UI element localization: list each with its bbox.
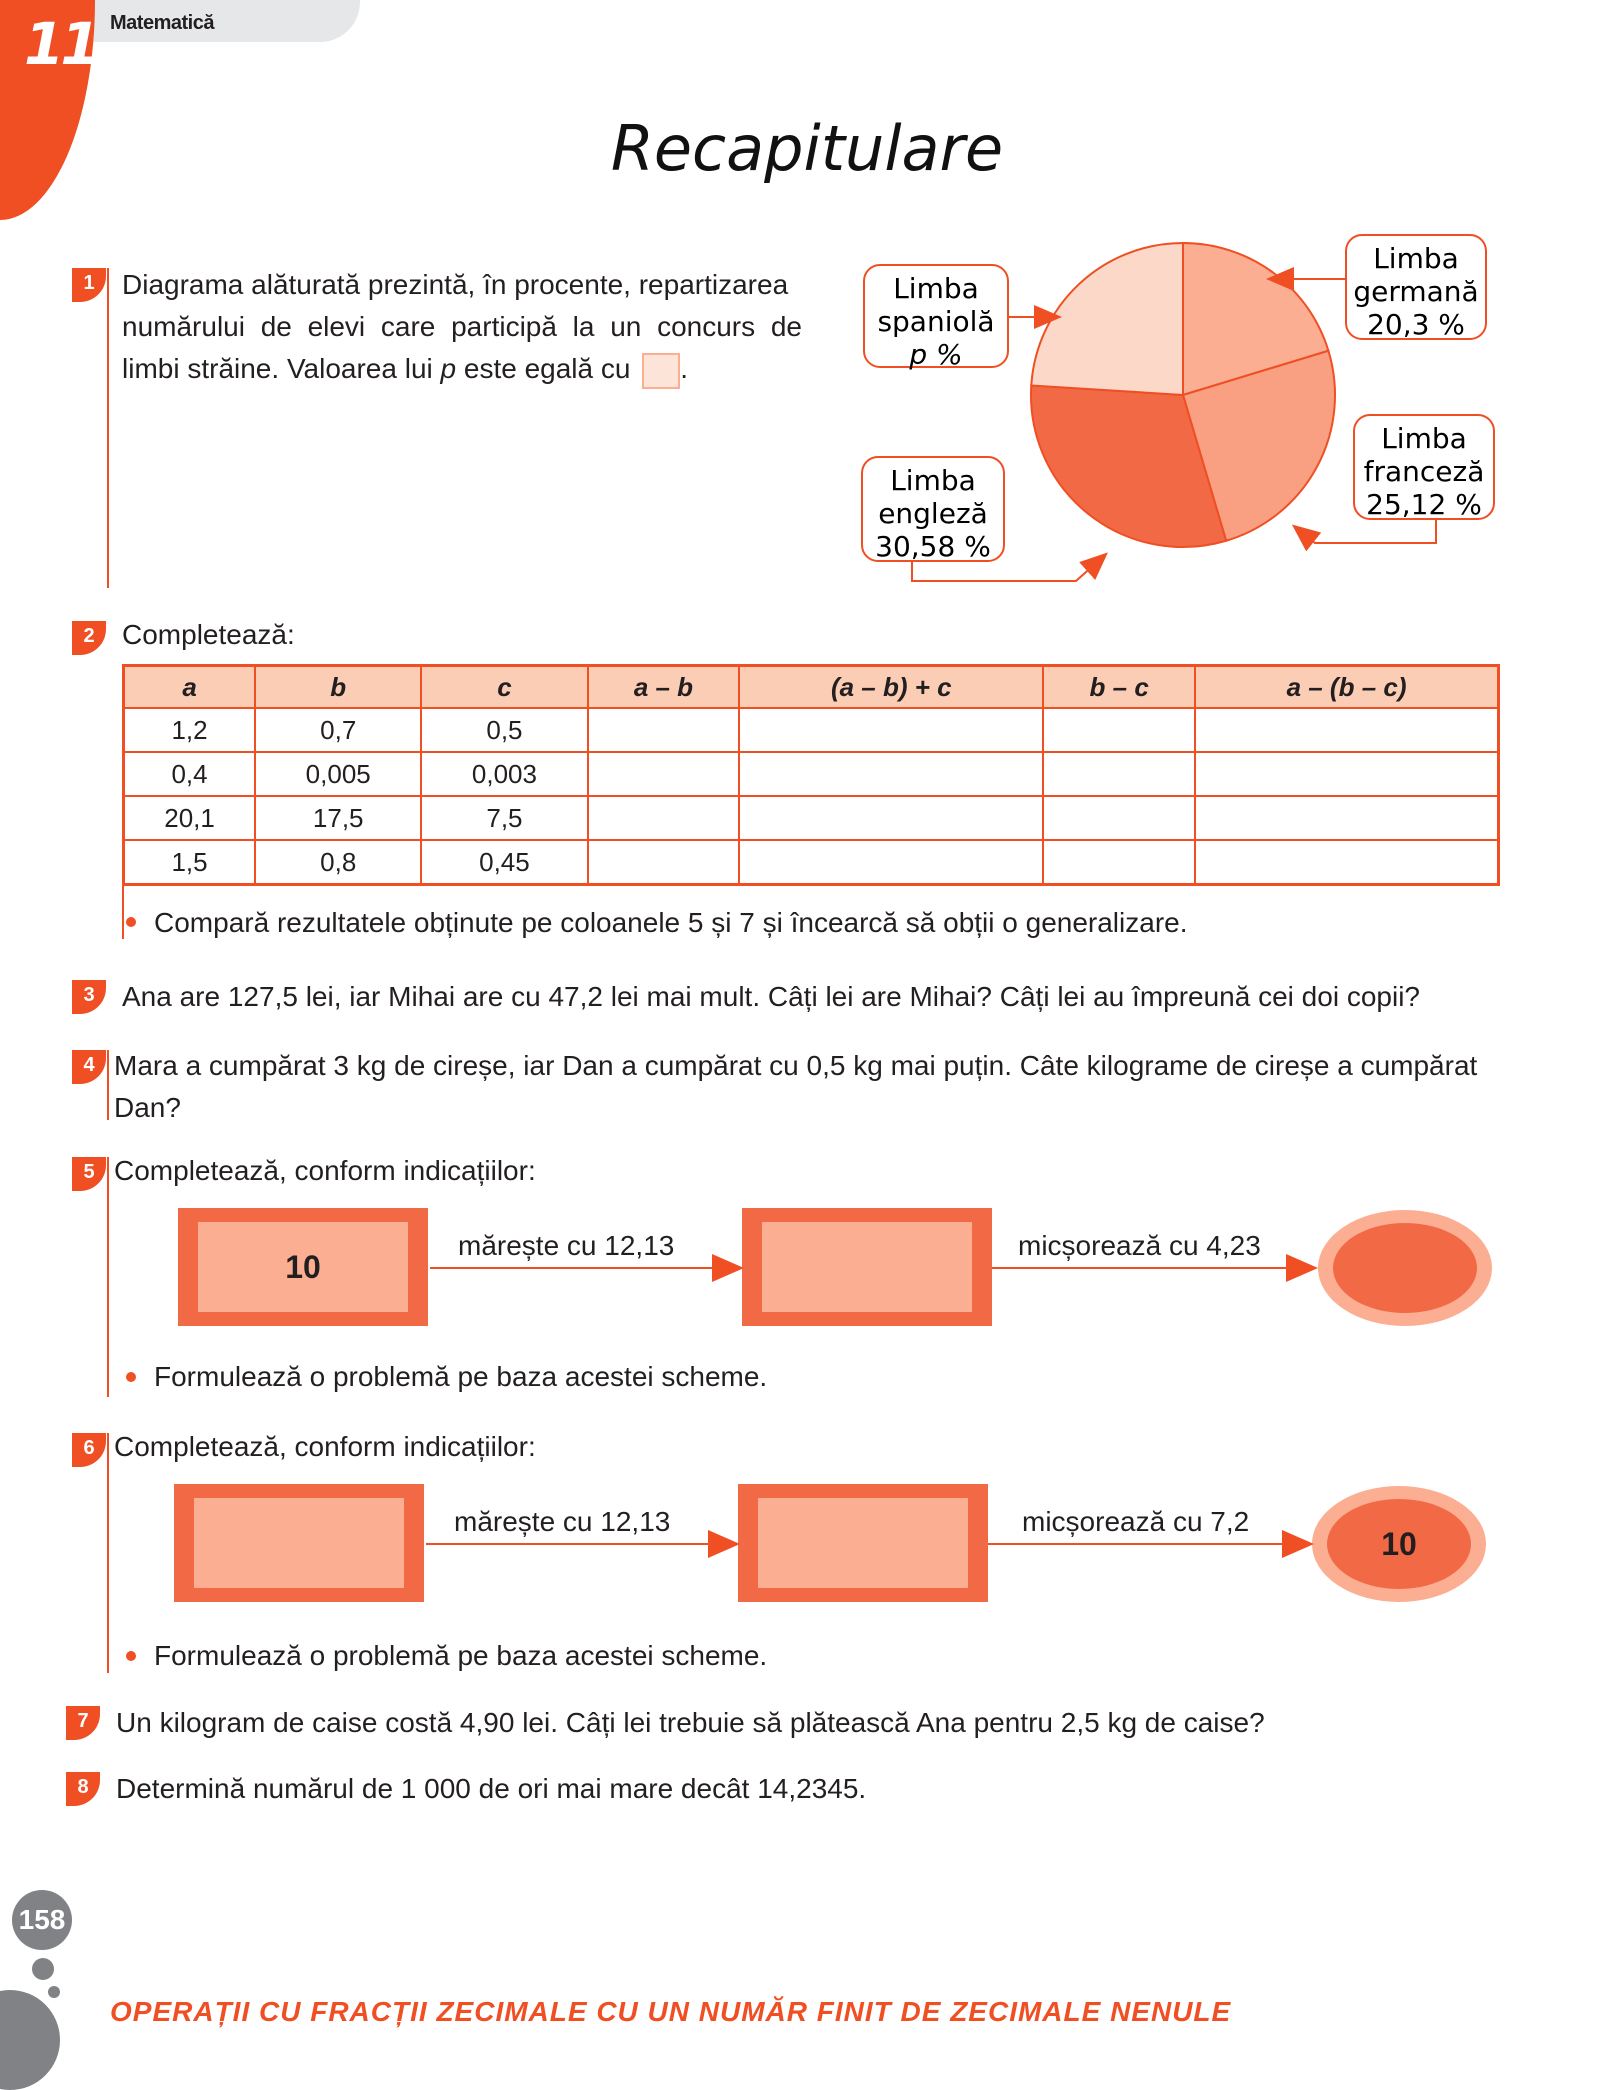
cell: 7,5	[421, 796, 587, 840]
bullet-icon	[126, 1372, 136, 1382]
chapter-footer-title: OPERAȚII CU FRACȚII ZECIMALE CU UN NUMĂR FINIT DE ZECIMALE NENULE	[110, 1996, 1232, 2027]
exercise-rule	[107, 1433, 109, 1673]
scheme-start-value: 10	[198, 1222, 408, 1312]
label-english-2: engleză	[878, 497, 988, 530]
table-row	[124, 840, 1499, 885]
answer-cell[interactable]	[588, 708, 740, 752]
answer-cell[interactable]	[739, 752, 1043, 796]
answer-cell[interactable]	[1043, 708, 1195, 752]
exercise-1-text	[122, 264, 802, 390]
operation-label: micșorează cu 4,23	[1018, 1230, 1261, 1261]
scheme-end-value: 10	[1327, 1499, 1471, 1589]
exercise-3-text: Ana are 127,5 lei, iar Mihai are cu 47,2 lei mai mult. Câți lei are Mihai? Câți lei au împreună cei doi copii?	[122, 981, 1420, 1012]
label-english-1: Limba	[890, 464, 976, 497]
label-spanish-3: p %	[909, 338, 963, 371]
label-spanish-2: spaniolă	[877, 305, 995, 338]
exercise-number: 5	[72, 1157, 106, 1191]
col-header: (a – b) + c	[739, 666, 1043, 709]
exercise-6-title: Completează, conform indicațiilor:	[114, 1431, 536, 1462]
exercise-rule	[107, 268, 109, 588]
answer-cell[interactable]	[739, 796, 1043, 840]
answer-cell[interactable]	[1195, 796, 1498, 840]
table-row	[124, 796, 1499, 840]
exercise-7-text: Un kilogram de caise costă 4,90 lei. Câți lei trebuie să plătească Ana pentru 2,5 kg de caise?	[116, 1707, 1265, 1738]
cell: 17,5	[255, 796, 421, 840]
ex1-line-3-b: este egală cu	[456, 353, 631, 384]
subject-label: Matematică	[110, 12, 214, 34]
pie-slice-4	[1031, 243, 1183, 395]
operation-label: mărește cu 12,13	[454, 1506, 671, 1537]
scheme-answer-slot[interactable]	[1333, 1223, 1477, 1313]
exercise-rule	[107, 1050, 109, 1120]
operation-label: micșorează cu 7,2	[1022, 1506, 1250, 1537]
col-header: a	[124, 666, 256, 709]
exercise-rule	[107, 1157, 109, 1397]
answer-cell[interactable]	[739, 840, 1043, 885]
answer-cell[interactable]	[1043, 840, 1195, 885]
cell: 0,7	[255, 708, 421, 752]
cell: 0,003	[421, 752, 587, 796]
operation-label: mărește cu 12,13	[458, 1230, 675, 1261]
exercise-5-note: Formulează o problemă pe baza acestei scheme.	[154, 1361, 768, 1392]
answer-cell[interactable]	[1195, 708, 1498, 752]
exercise-2-title: Completează:	[122, 619, 295, 650]
cell: 0,4	[124, 752, 256, 796]
decor-dot	[32, 1958, 54, 1980]
label-german-3: 20,3 %	[1367, 308, 1465, 341]
ex1-line-3	[122, 348, 802, 390]
cell: 0,8	[255, 840, 421, 885]
table-header-row	[124, 666, 1499, 709]
scheme-start-box	[174, 1484, 424, 1602]
exercise-number: 1	[72, 268, 106, 302]
bullet-icon	[126, 917, 136, 927]
exercise-number: 3	[72, 980, 106, 1014]
scheme-answer-slot[interactable]	[194, 1498, 404, 1588]
answer-cell[interactable]	[588, 840, 740, 885]
answer-cell[interactable]	[1195, 840, 1498, 885]
decor-dot	[48, 1986, 60, 1998]
label-german-1: Limba	[1373, 242, 1459, 275]
bullet-icon	[126, 1651, 136, 1661]
col-header: a – b	[588, 666, 740, 709]
scheme-result-ellipse	[1312, 1486, 1486, 1602]
operations-table	[122, 664, 1500, 886]
scheme-start-box	[178, 1208, 428, 1326]
answer-cell[interactable]	[1195, 752, 1498, 796]
label-french-3: 25,12 %	[1366, 488, 1482, 521]
page-title: Recapitulare	[610, 112, 1004, 185]
page-number: 158	[12, 1890, 72, 1950]
col-header: c	[421, 666, 587, 709]
cell: 1,2	[124, 708, 256, 752]
exercise-6-note: Formulează o problemă pe baza acestei scheme.	[154, 1640, 768, 1671]
col-header: b	[255, 666, 421, 709]
pie-chart	[850, 225, 1510, 595]
ex1-line-2: numărului de elevi care participă la un concurs de	[122, 311, 802, 342]
answer-cell[interactable]	[588, 796, 740, 840]
cell: 0,005	[255, 752, 421, 796]
decor-circle	[0, 1990, 60, 2090]
exercise-2-note: Compară rezultatele obținute pe coloanele 5 și 7 și încearcă să obții o generalizare.	[154, 907, 1188, 938]
label-english-3: 30,58 %	[875, 530, 991, 563]
ex4-line-2: Dan?	[114, 1092, 181, 1123]
table-row	[124, 708, 1499, 752]
exercise-5-title: Completează, conform indicațiilor:	[114, 1155, 536, 1186]
scheme-arrows	[424, 1526, 1314, 1566]
scheme-result-ellipse	[1318, 1210, 1492, 1326]
exercise-number: 7	[66, 1706, 100, 1740]
exercise-8-text: Determină numărul de 1 000 de ori mai mare decât 14,2345.	[116, 1773, 867, 1804]
exercise-number: 2	[72, 621, 106, 655]
col-header: b – c	[1043, 666, 1195, 709]
arrow-french	[1295, 519, 1436, 543]
ex1-line-3-a: limbi străine. Valoarea lui	[122, 353, 441, 384]
exercise-rule	[122, 884, 124, 939]
answer-cell[interactable]	[739, 708, 1043, 752]
table-row	[124, 752, 1499, 796]
label-french-1: Limba	[1381, 422, 1467, 455]
answer-box[interactable]	[642, 353, 680, 389]
label-french-2: franceză	[1363, 455, 1485, 488]
ex1-var: p	[440, 353, 457, 384]
exercise-number: 4	[72, 1050, 106, 1084]
label-german-2: germană	[1353, 275, 1479, 308]
exercise-number: 6	[72, 1433, 106, 1467]
exercise-4-text	[114, 1045, 1514, 1129]
col-header: a – (b – c)	[1195, 666, 1498, 709]
chapter-number: 11	[24, 10, 97, 78]
answer-cell[interactable]	[588, 752, 740, 796]
answer-cell[interactable]	[1043, 796, 1195, 840]
answer-cell[interactable]	[1043, 752, 1195, 796]
exercise-number: 8	[66, 1772, 100, 1806]
cell: 20,1	[124, 796, 256, 840]
cell: 0,5	[421, 708, 587, 752]
scheme-arrows	[428, 1250, 1318, 1290]
cell: 0,45	[421, 840, 587, 885]
ex4-line-1: Mara a cumpărat 3 kg de cireșe, iar Dan a cumpărat cu 0,5 kg mai puțin. Câte kilograme de cireșe a cumpărat	[114, 1050, 1478, 1081]
ex1-line-1: Diagrama alăturată prezintă, în procente, repartizarea	[122, 269, 789, 300]
ex1-line-3-c: .	[680, 353, 688, 384]
label-spanish-1: Limba	[893, 272, 979, 305]
cell: 1,5	[124, 840, 256, 885]
